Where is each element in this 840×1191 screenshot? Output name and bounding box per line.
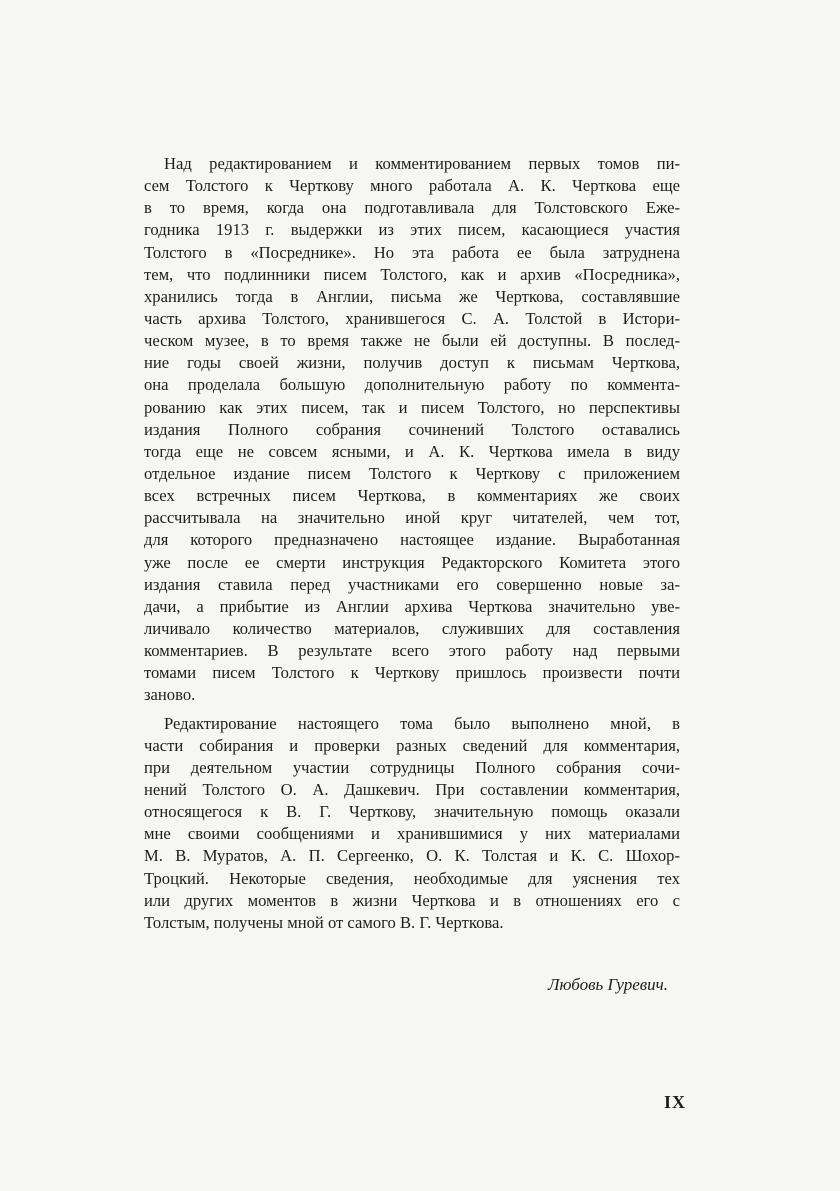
text-line: относящегося к В. Г. Черткову, значительную помощь оказали [144,802,680,822]
text-line: личивало количество материалов, служивших для составления [144,618,680,638]
paragraph-1 [144,153,680,707]
text-line: томами писем Толстого к Черткову пришлось произвести почти [144,663,680,683]
text-line: Редактирование настоящего тома было выполнено мной, в [164,713,680,733]
author-signature: Любовь Гуревич. [547,975,668,994]
text-line: дачи, а прибытие из Англии архива Черткова значительно уве- [144,596,680,616]
text-line: ческом музее, в то время также не были ей доступны. В послед- [144,331,680,351]
text-line: Над редактированием и комментированием первых томов пи- [164,154,680,173]
text-line: тем, что подлинники писем Толстого, как и архив «Посредника», [144,264,680,284]
text-line: мне своими сообщениями и хранившимися у них материалами [144,824,680,844]
paragraph-2 [144,713,680,934]
text-line: издания Полного собрания сочинений Толстого оставались [144,419,680,439]
text-line: части собирания и проверки разных сведений для комментария, [144,735,680,755]
text-line: сем Толстого к Черткову много работала А. К. Черткова еще [144,176,680,196]
text-line: комментариев. В результате всего этого работу над первыми [144,641,680,661]
text-line: в то время, когда она подготавливала для Толстовского Еже- [144,198,680,218]
text-line: или других моментов в жизни Черткова и в отношениях его с [144,890,680,910]
text-line: М. В. Муратов, А. П. Сергеенко, О. К. Толстая и К. С. Шохор- [144,846,680,866]
text-line: Толстым, получены мной от самого В. Г. Черткова. [144,912,504,932]
text-line: Толстого в «Посреднике». Но эта работа ее была затруднена [144,242,680,262]
text-line: для которого предназначено настоящее издание. Выработанная [144,530,680,550]
text-line: рованию как этих писем, так и писем Толстого, но перспективы [144,397,680,417]
text-line: часть архива Толстого, хранившегося С. А. Толстой в Истори- [144,308,680,328]
text-line: рассчитывала на значительно иной круг читателей, чем тот, [144,508,680,528]
page-number: IX [663,1092,686,1112]
text-line: всех встречных писем Черткова, в комментариях же своих [144,486,680,506]
text-line: годника 1913 г. выдержки из этих писем, касающиеся участия [144,220,680,240]
text-line: издания ставила перед участниками его совершенно новые за- [144,574,680,594]
text-line: тогда еще не совсем ясными, и А. К. Черткова имела в виду [144,441,680,461]
text-line: ние годы своей жизни, получив доступ к письмам Черткова, [144,353,680,373]
text-line: нений Толстого О. А. Дашкевич. При составлении комментария, [144,779,680,799]
text-line: при деятельном участии сотрудницы Полного собрания сочи- [144,757,680,777]
text-line: хранились тогда в Англии, письма же Черткова, составлявшие [144,286,680,306]
body-text [144,153,680,934]
text-line: уже после ее смерти инструкция Редакторского Комитета этого [144,552,680,572]
text-line: Троцкий. Некоторые сведения, необходимые для уяснения тех [144,868,680,888]
text-line: она проделала большую дополнительную работу по коммента- [144,375,680,395]
text-line: отдельное издание писем Толстого к Черткову с приложением [144,463,680,483]
text-line: заново. [144,685,196,705]
